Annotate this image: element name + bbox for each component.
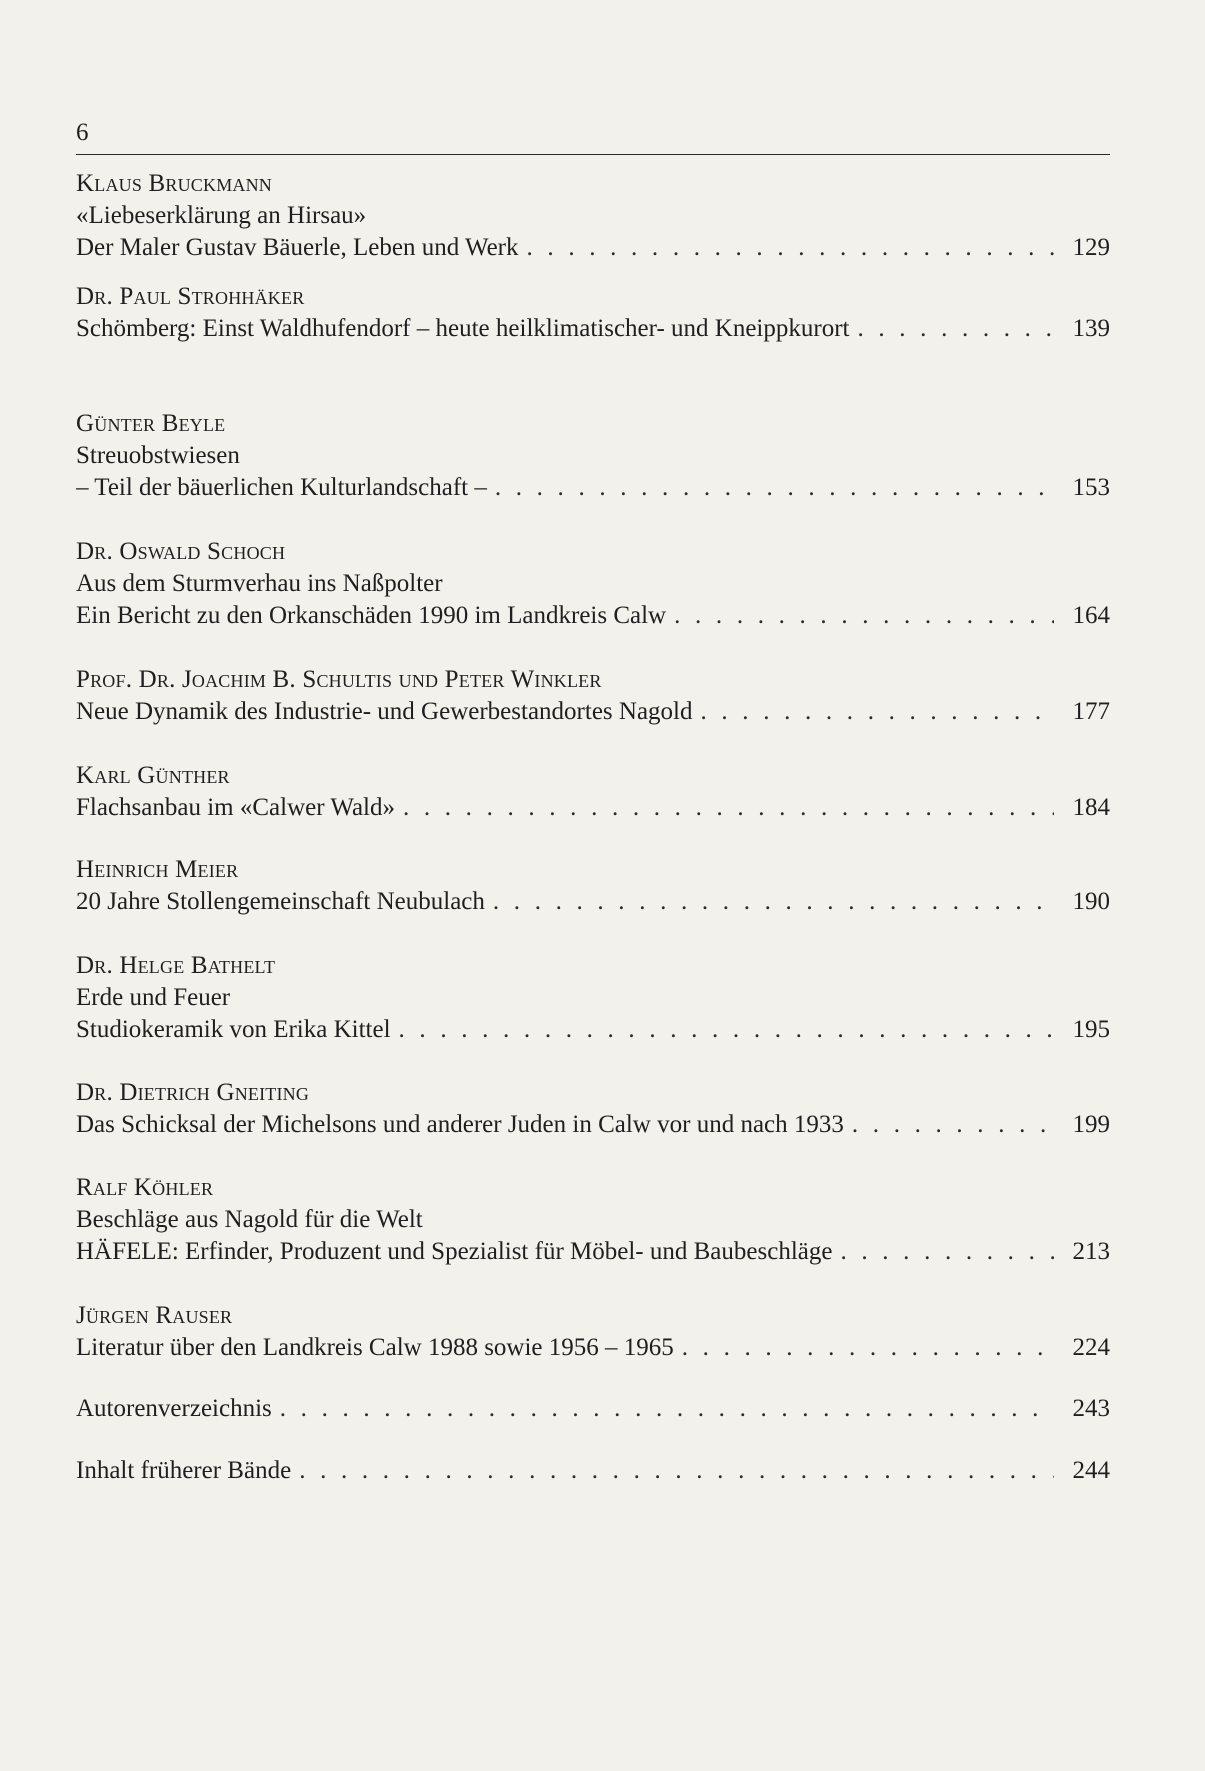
entry-title: Der Maler Gustav Bäuerle, Leben und Werk xyxy=(76,234,519,261)
toc-entry xyxy=(76,168,1110,264)
entry-title-line-with-page[interactable] xyxy=(76,472,1110,504)
entry-title: – Teil der bäuerlichen Kulturlandschaft – xyxy=(76,474,487,501)
entry-title-line-with-page[interactable] xyxy=(76,232,1110,264)
entry-author: Karl Günther xyxy=(76,762,230,789)
entry-title: Studiokeramik von Erika Kittel xyxy=(76,1016,391,1043)
entry-title-line-with-page[interactable] xyxy=(76,1014,1110,1046)
entry-title-line-with-page[interactable] xyxy=(76,696,1110,728)
toc-entry xyxy=(76,760,1110,824)
page-number: 6 xyxy=(76,119,89,146)
toc-entry xyxy=(76,854,1110,918)
entry-page-number: 199 xyxy=(1072,1111,1110,1138)
entry-title: Ein Bericht zu den Orkanschäden 1990 im Landkreis Calw xyxy=(76,602,667,629)
entry-author: Dr. Oswald Schoch xyxy=(76,538,286,565)
toc-entry xyxy=(76,281,1110,345)
entry-title: Flachsanbau im «Calwer Wald» xyxy=(76,794,395,821)
dot-leader xyxy=(840,1236,1054,1268)
dot-leader xyxy=(674,600,1054,632)
entry-author: Dr. Dietrich Gneiting xyxy=(76,1079,310,1106)
entry-author: Heinrich Meier xyxy=(76,856,239,883)
dot-leader xyxy=(403,792,1054,824)
dot-leader xyxy=(701,696,1055,728)
entry-page-number: 244 xyxy=(1072,1457,1110,1484)
dot-leader xyxy=(682,1332,1054,1364)
entry-title-line: «Liebeserklärung an Hirsau» xyxy=(76,202,367,229)
entry-title: Literatur über den Landkreis Calw 1988 sowie 1956 – 1965 xyxy=(76,1334,674,1361)
toc-entry xyxy=(76,1300,1110,1364)
entry-page-number: 190 xyxy=(1072,888,1110,915)
entry-title: Inhalt früherer Bände xyxy=(76,1457,292,1484)
header-rule xyxy=(76,154,1110,155)
entry-author: Günter Beyle xyxy=(76,410,226,437)
entry-page-number: 129 xyxy=(1072,234,1110,261)
entry-title-line-with-page[interactable] xyxy=(76,1455,1110,1487)
entry-page-number: 164 xyxy=(1072,602,1110,629)
toc-entry xyxy=(76,664,1110,728)
toc-entry xyxy=(76,1455,1110,1487)
entry-title: HÄFELE: Erfinder, Produzent und Spezialist für Möbel- und Baubeschläge xyxy=(76,1238,833,1265)
dot-leader xyxy=(857,313,1054,345)
toc-entry xyxy=(76,1077,1110,1141)
toc-entry xyxy=(76,950,1110,1046)
entry-author: Jürgen Rauser xyxy=(76,1302,233,1329)
entry-title-line-with-page[interactable] xyxy=(76,886,1110,918)
dot-leader xyxy=(852,1109,1054,1141)
entry-title-line: Streuobstwiesen xyxy=(76,442,240,469)
entry-author: Klaus Bruckmann xyxy=(76,170,272,197)
entry-page-number: 184 xyxy=(1072,794,1110,821)
entry-title: Autorenverzeichnis xyxy=(76,1395,272,1422)
entry-title-line-with-page[interactable] xyxy=(76,1332,1110,1364)
entry-author: Ralf Köhler xyxy=(76,1174,214,1201)
dot-leader xyxy=(495,472,1054,504)
dot-leader xyxy=(280,1393,1054,1425)
entry-author: Prof. Dr. Joachim B. Schultis und Peter Winkler xyxy=(76,666,602,693)
toc-entry xyxy=(76,536,1110,632)
entry-title: Das Schicksal der Michelsons und anderer Juden in Calw vor und nach 1933 xyxy=(76,1111,844,1138)
entry-title-line-with-page[interactable] xyxy=(76,1236,1110,1268)
toc-entry xyxy=(76,1393,1110,1425)
entry-page-number: 224 xyxy=(1072,1334,1110,1361)
dot-leader xyxy=(399,1014,1054,1046)
entry-title: Schömberg: Einst Waldhufendorf – heute heilklimatischer- und Kneippkurort xyxy=(76,315,850,342)
dot-leader xyxy=(493,886,1054,918)
entry-title-line: Erde und Feuer xyxy=(76,984,231,1011)
toc-entry xyxy=(76,1172,1110,1268)
entry-title-line-with-page[interactable] xyxy=(76,313,1110,345)
entry-title-line-with-page[interactable] xyxy=(76,600,1110,632)
entry-author: Dr. Helge Bathelt xyxy=(76,952,276,979)
entry-page-number: 213 xyxy=(1072,1238,1110,1265)
entry-author: Dr. Paul Strohhäker xyxy=(76,283,305,310)
entry-page-number: 177 xyxy=(1072,698,1110,725)
toc-entry xyxy=(76,408,1110,504)
entry-page-number: 195 xyxy=(1072,1016,1110,1043)
entry-page-number: 153 xyxy=(1072,474,1110,501)
dot-leader xyxy=(527,232,1054,264)
entry-title-line-with-page[interactable] xyxy=(76,792,1110,824)
entry-title-line: Beschläge aus Nagold für die Welt xyxy=(76,1206,423,1233)
entry-title: Neue Dynamik des Industrie- und Gewerbestandortes Nagold xyxy=(76,698,693,725)
dot-leader xyxy=(299,1455,1054,1487)
entry-title-line-with-page[interactable] xyxy=(76,1109,1110,1141)
entry-page-number: 139 xyxy=(1072,315,1110,342)
entry-title-line: Aus dem Sturmverhau ins Naßpolter xyxy=(76,570,443,597)
entry-title-line-with-page[interactable] xyxy=(76,1393,1110,1425)
entry-page-number: 243 xyxy=(1072,1395,1110,1422)
entry-title: 20 Jahre Stollengemeinschaft Neubulach xyxy=(76,888,485,915)
